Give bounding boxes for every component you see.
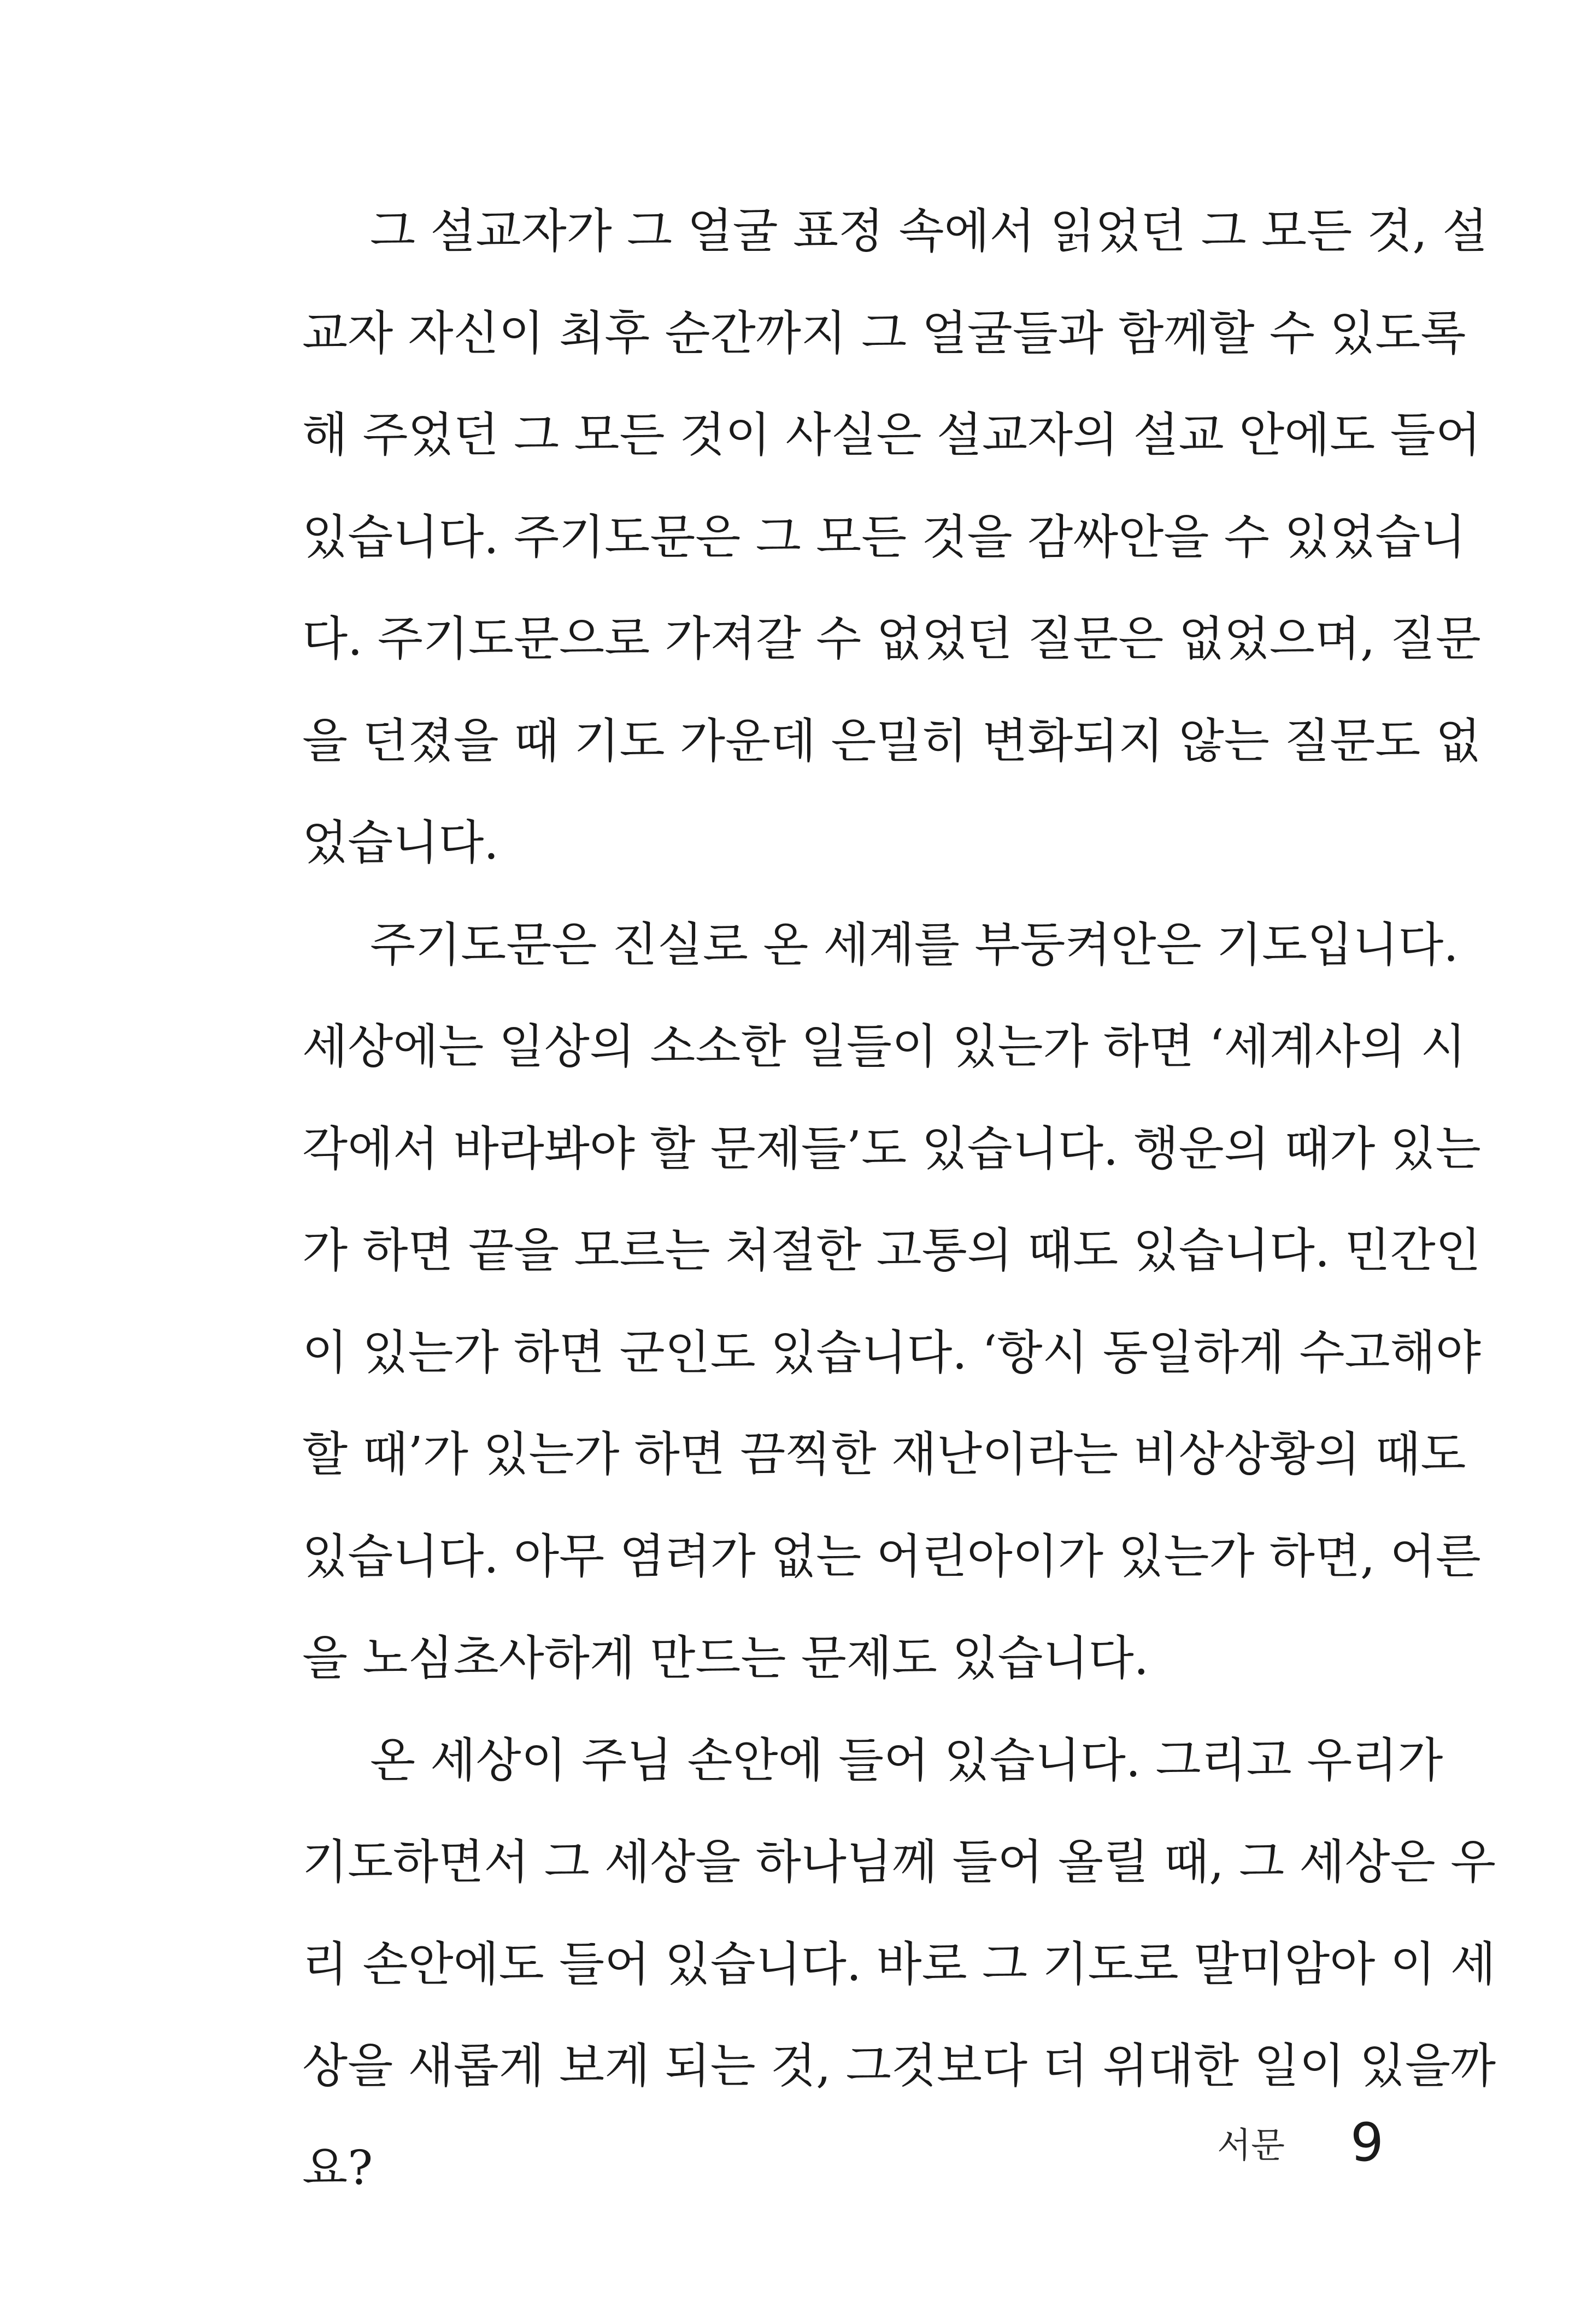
text-line: 세상에는 일상의 소소한 일들이 있는가 하면 ‘세계사의 시 <box>302 1019 1466 1074</box>
text-line: 각에서 바라봐야 할 문제들’도 있습니다. 행운의 때가 있는 <box>302 1121 1481 1176</box>
body-text <box>302 180 1496 2219</box>
text-line: 가 하면 끝을 모르는 처절한 고통의 때도 있습니다. 민간인 <box>302 1223 1481 1278</box>
text-line: 을 노심초사하게 만드는 문제도 있습니다. <box>302 1631 1149 1686</box>
text-line: 요? <box>302 2140 373 2196</box>
text-line: 해 주었던 그 모든 것이 사실은 설교자의 설교 안에도 들어 <box>302 408 1481 462</box>
text-line: 리 손안에도 들어 있습니다. 바로 그 기도로 말미암아 이 세 <box>302 1936 1496 1992</box>
text-line: 기도하면서 그 세상을 하나님께 들어 올릴 때, 그 세상은 우 <box>302 1835 1496 1889</box>
text-line: 주기도문은 진실로 온 세계를 부둥켜안은 기도입니다. <box>370 917 1459 972</box>
page-number: 9 <box>1350 2112 1384 2173</box>
text-line: 있습니다. 아무 염려가 없는 어린아이가 있는가 하면, 어른 <box>302 1529 1481 1584</box>
text-line: 있습니다. 주기도문은 그 모든 것을 감싸안을 수 있었습니 <box>302 509 1466 565</box>
page-footer <box>1217 2110 1384 2175</box>
text-line: 이 있는가 하면 군인도 있습니다. ‘항시 동일하게 수고해야 <box>302 1325 1481 1380</box>
text-line: 온 세상이 주님 손안에 들어 있습니다. 그리고 우리가 <box>370 1733 1443 1788</box>
text-line: 교자 자신이 최후 순간까지 그 얼굴들과 함께할 수 있도록 <box>302 306 1466 361</box>
text-line: 을 던졌을 때 기도 가운데 은밀히 변화되지 않는 질문도 없 <box>302 713 1481 768</box>
text-line: 그 설교자가 그 얼굴 표정 속에서 읽었던 그 모든 것, 설 <box>370 204 1488 259</box>
section-name: 서문 <box>1217 2126 1285 2166</box>
text-line: 상을 새롭게 보게 되는 것, 그것보다 더 위대한 일이 있을까 <box>302 2039 1496 2093</box>
text-line: 할 때’가 있는가 하면 끔찍한 재난이라는 비상상황의 때도 <box>302 1427 1466 1482</box>
text-line: 었습니다. <box>302 815 499 870</box>
text-line: 다. 주기도문으로 가져갈 수 없었던 질문은 없었으며, 질문 <box>302 612 1481 666</box>
